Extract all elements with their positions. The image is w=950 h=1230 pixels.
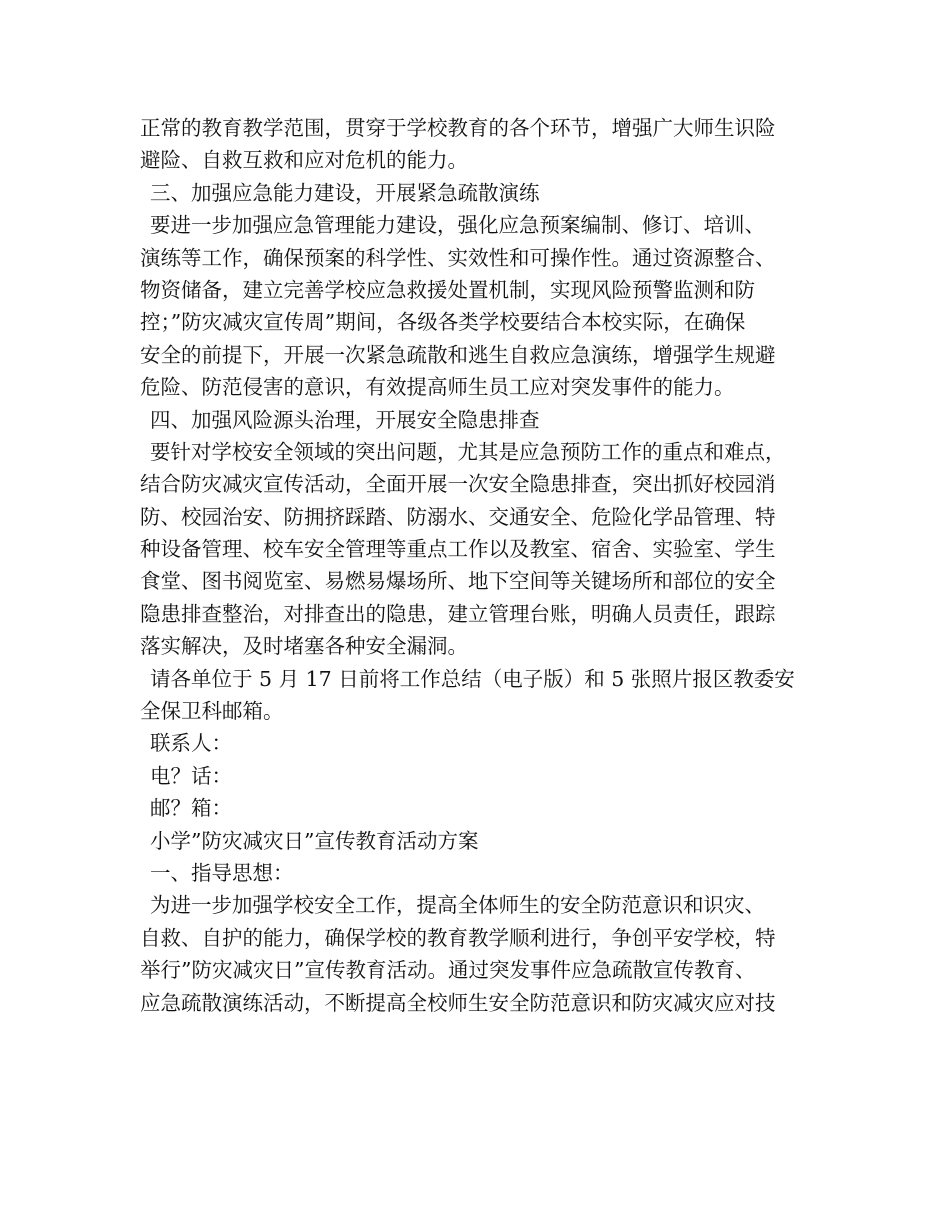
paragraph-line: 控；”防灾减灾宣传周”期间，各级各类学校要结合本校实际，在确保 xyxy=(140,310,746,335)
paragraph-line: 食堂、图书阅览室、易燃易爆场所、地下空间等关键场所和部位的安全 xyxy=(140,569,776,594)
paragraph-line: 全保卫科邮箱。 xyxy=(140,699,284,724)
paragraph-line: 物资储备，建立完善学校应急救援处置机制，实现风险预警监测和防 xyxy=(140,277,755,302)
paragraph-line: 隐患排查整治，对排查出的隐患，建立管理台账，明确人员责任，跟踪 xyxy=(140,601,776,626)
paragraph-line: 种设备管理、校车安全管理等重点工作以及教室、宿舍、实验室、学生 xyxy=(140,537,776,562)
paragraph-line: 正常的教育教学范围，贯穿于学校教育的各个环节，增强广大师生识险 xyxy=(140,116,776,140)
paragraph-line: 落实解决，及时堵塞各种安全漏洞。 xyxy=(140,634,468,659)
document-title: 小学”防灾减灾日”宣传教育活动方案 xyxy=(150,828,479,853)
paragraph-line: 要进一步加强应急管理能力建设，强化应急预案编制、修订、培训、 xyxy=(150,213,765,238)
contact-email-label: 邮？箱： xyxy=(150,796,232,821)
paragraph-line: 安全的前提下，开展一次紧急疏散和逃生自救应急演练，增强学生规避 xyxy=(140,342,776,367)
section-heading: 三、加强应急能力建设，开展紧急疏散演练 xyxy=(150,180,540,205)
paragraph-line: 自救、自护的能力，确保学校的教育教学顺利进行，争创平安学校，特 xyxy=(140,925,776,950)
paragraph-line: 危险、防范侵害的意识，有效提高师生员工应对突发事件的能力。 xyxy=(140,375,735,400)
paragraph-line: 应急疏散演练活动，不断提高全校师生安全防范意识和防灾减灾应对技 xyxy=(140,990,776,1015)
contact-phone-label: 电？话： xyxy=(150,763,232,788)
paragraph-line: 为进一步加强学校安全工作，提高全体师生的安全防范意识和识灾、 xyxy=(150,893,765,918)
contact-person-label: 联系人： xyxy=(150,731,232,756)
section-heading: 四、加强风险源头治理，开展安全隐患排查 xyxy=(150,407,540,432)
paragraph-line: 演练等工作，确保预案的科学性、实效性和可操作性。通过资源整合、 xyxy=(140,245,776,270)
paragraph-line: 避险、自救互救和应对危机的能力。 xyxy=(140,148,468,173)
paragraph-line: 请各单位于 5 月 17 日前将工作总结（电子版）和 5 张照片报区教委安 xyxy=(150,666,795,691)
paragraph-line: 要针对学校安全领域的突出问题，尤其是应急预防工作的重点和难点， xyxy=(150,439,786,464)
section-heading: 一、指导思想： xyxy=(150,860,294,885)
paragraph-line: 举行”防灾减灾日”宣传教育活动。通过突发事件应急疏散宣传教育、 xyxy=(140,958,756,983)
paragraph-line: 结合防灾减灾宣传活动，全面开展一次安全隐患排查，突出抓好校园消 xyxy=(140,472,776,497)
paragraph-line: 防、校园治安、防拥挤踩踏、防溺水、交通安全、危险化学品管理、特 xyxy=(140,504,776,529)
